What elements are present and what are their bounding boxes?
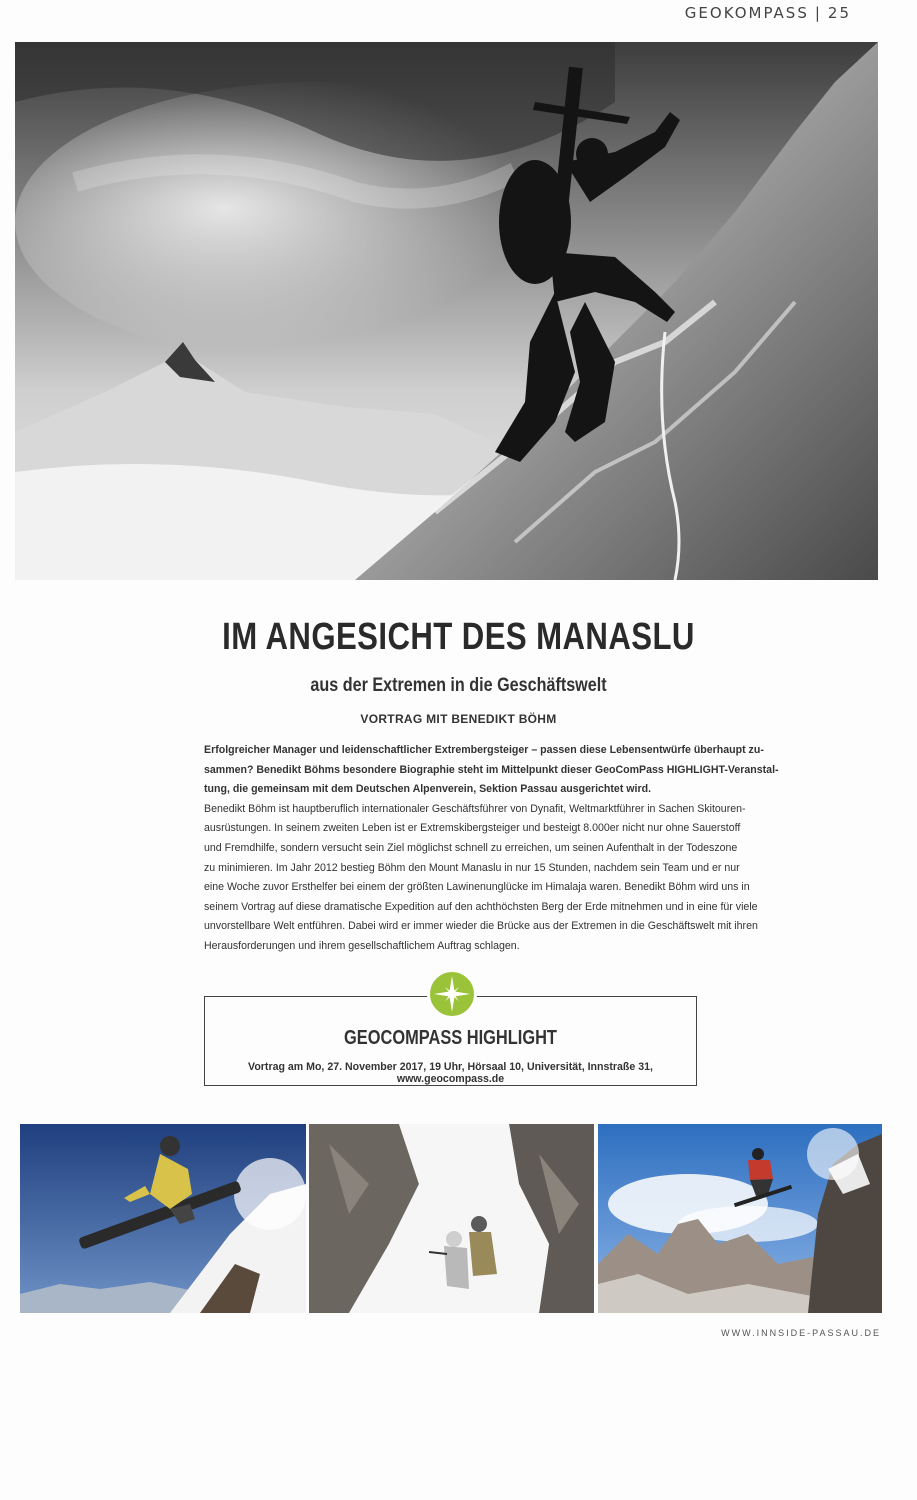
lead-line: Erfolgreicher Manager und leidenschaftlicher Extrembergsteiger – passen diese Lebensentwürfe überhaupt zu-	[204, 744, 764, 756]
body-line: zu minimieren. Im Jahr 2012 bestieg Böhm den Mount Manaslu in nur 15 Stunden, nachdem sein Team und er nur	[204, 861, 740, 874]
compass-star-icon	[427, 969, 477, 1019]
photo-cliff-jump-skier	[598, 1124, 882, 1313]
body-line: seinem Vortrag auf diese dramatische Expedition auf den achthöchsten Berg der Erde mitnehmen und in eine für viele	[204, 900, 758, 913]
body-line: Benedikt Böhm ist hauptberuflich internationaler Geschäftsführer von Dynafit, Weltmarktführer in Sachen Skitouren-	[204, 802, 746, 815]
photo-couloir-climbers	[309, 1124, 594, 1313]
article-subtitle: aus der Extremen in die Geschäftswelt	[310, 675, 607, 696]
article-body	[204, 741, 779, 957]
infobox-title: GEOCOMPASS HIGHLIGHT	[344, 1027, 557, 1049]
body-line: unvorstellbare Welt entführen. Dabei wird er immer wieder die Brücke aus der Extremen in die Geschäftswelt mit ihren	[204, 920, 758, 933]
body-line: Herausforderungen und ihrem gesellschaftlichem Auftrag schlagen.	[204, 939, 520, 952]
article-kicker: VORTRAG MIT BENEDIKT BÖHM	[360, 712, 557, 726]
photo-freeride-skier	[20, 1124, 306, 1313]
lead-line: sammen? Benedikt Böhms besondere Biographie steht im Mittelpunkt dieser GeoComPass HIGHLIGHT-Veranstal-	[204, 763, 779, 776]
hero-photo	[15, 42, 878, 580]
body-line: und Fremdhilfe, sondern versucht sein Ziel möglichst schnell zu erreichen, um seinen Aufenthalt in der Todeszone	[204, 841, 738, 854]
footer-website[interactable]: WWW.INNSIDE-PASSAU.DE	[721, 1328, 881, 1338]
lead-line: tung, die gemeinsam mit dem Deutschen Alpenverein, Sektion Passau ausgerichtet wird.	[204, 783, 652, 796]
body-line: eine Woche zuvor Ersthelfer bei einem der größten Lawinenunglücke im Himalaja waren. Benedikt Böhm wird uns in	[204, 881, 750, 894]
event-details: Vortrag am Mo, 27. November 2017, 19 Uhr, Hörsaal 10, Universität, Innstraße 31, www.geocompass.de	[248, 1061, 653, 1085]
section-name: GEOKOMPASS	[684, 4, 809, 22]
body-line: ausrüstungen. In seinem zweiten Leben ist er Extremskibergsteiger und besteigt 8.000er nicht nur ohne Sauerstoff	[204, 822, 741, 835]
article-title: IM ANGESICHT DES MANASLU	[222, 616, 695, 658]
header-separator: |	[814, 4, 822, 22]
page-number: 25	[827, 4, 851, 22]
page-header	[685, 4, 851, 22]
